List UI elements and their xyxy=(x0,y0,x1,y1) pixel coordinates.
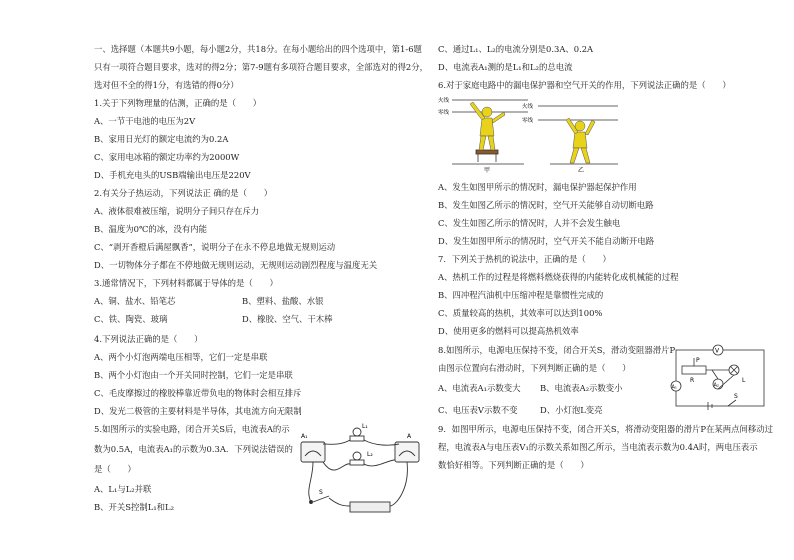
option: A、热机工作的过程是将燃料燃烧获得的内能转化成机械能的过程 xyxy=(438,272,679,282)
label-a2: A₂ xyxy=(713,382,719,389)
question-7: 7．下列关于热机的说法中，正确的是（ ） xyxy=(438,254,611,264)
label-yi: 乙 xyxy=(578,167,585,174)
option: C、“剥开香橙后满屋飘香”，说明分子在永不停息地做无规则运动 xyxy=(94,242,336,252)
question-5: 是（ ） xyxy=(94,464,136,474)
option: A、一节干电池的电压为2V xyxy=(94,116,196,126)
circuit-figure-q8 xyxy=(668,342,770,412)
option: B、发生如图乙所示的情况时，空气开关能够自动切断电路 xyxy=(438,200,654,210)
option: B、电流表A₂示数变小 xyxy=(540,383,623,393)
option: D、发光二极管的主要材料是半导体，其电流方向无限制 xyxy=(94,406,302,416)
question-9: 9．如图甲所示，电源电压保持不变，闭合开关S，将滑动变阻器的滑片P在某两点间移动过 xyxy=(438,424,773,434)
label-zero-wire: 零线 xyxy=(522,118,534,124)
question-8: 8.如图所示，电源电压保持不变，闭合开关S，滑动变阻器滑片P xyxy=(438,345,676,355)
option: B、家用日光灯的额定电流约为0.2A xyxy=(94,134,229,144)
option: D、小灯泡L变亮 xyxy=(540,405,603,415)
option: B、四冲程汽油机中压缩冲程是靠惯性完成的 xyxy=(438,290,604,300)
option: C、家用电冰箱的额定功率约为2000W xyxy=(94,152,240,162)
label-a: A xyxy=(407,433,412,440)
question-3: 3.通常情况下，下列材料都属于导体的是（ ） xyxy=(94,278,278,288)
option: A、L₁与L₂并联 xyxy=(94,484,152,494)
option: D、电流表A₁测的是L₁和L₂的总电流 xyxy=(438,62,573,72)
label-fire-wire: 火线 xyxy=(438,98,450,104)
leakage-figure-q6 xyxy=(438,92,623,174)
section-intro: 选对但不全的得1分，有选错的得0分） xyxy=(94,80,239,90)
label-l1: L₁ xyxy=(362,423,368,430)
option: B、塑料、盐酸、水银 xyxy=(242,296,324,306)
section-intro: 只有一项符合题目要求，选对的得2分；第7-9题有多项符合题目要求，全部选对的得2分， xyxy=(94,62,429,72)
option: D、橡胶、空气、干木棒 xyxy=(242,314,333,324)
question-2: 2.有关分子热运动，下列说法正 确的是（ ） xyxy=(94,188,273,198)
question-6: 6.对于家庭电路中的漏电保护器和空气开关的作用，下列说法正确的是（ ） xyxy=(438,80,731,90)
option: C、通过L₁、L₂的电流分别是0.3A、0.2A xyxy=(438,44,594,54)
question-1: 1.关于下列物理量的估测，正确的是（ ） xyxy=(94,98,262,108)
option: C、毛皮摩擦过的橡胶棒靠近带负电的物体时会相互排斥 xyxy=(94,388,302,398)
question-9: 数恰好相等。下列判断正确的是（ ） xyxy=(438,460,589,470)
label-a1: A₁ xyxy=(671,384,677,391)
section-intro: 一、选择题（本题共9小题，每小题2分，共18分。在每小题给出的四个选项中，第1-6题 xyxy=(94,44,422,54)
option: C、电压表V示数不变 xyxy=(438,405,518,415)
label-l: L xyxy=(742,377,746,384)
circuit-figure-q5 xyxy=(295,420,430,520)
question-8: 由图示位置向右滑动时，下列判断正确的是（ ） xyxy=(438,363,631,373)
label-l2: L₂ xyxy=(367,451,373,458)
label-r: R xyxy=(690,377,695,384)
option: C、铁、陶瓷、玻璃 xyxy=(94,314,168,324)
label-a1: A₁ xyxy=(301,433,308,440)
option: A、电流表A₁示数变大 xyxy=(438,383,521,393)
option: A、铜、盐水、铅笔芯 xyxy=(94,296,176,306)
question-5: 5.如图所示的实验电路，闭合开关S后，电流表A的示 xyxy=(94,424,290,434)
option: A、发生如图甲所示的情况时，漏电保护器起保护作用 xyxy=(438,182,637,192)
option: A、液体很难被压缩，说明分子间只存在斥力 xyxy=(94,206,260,216)
option: B、开关S控制L₁和L₂ xyxy=(94,502,174,512)
option: B、两个小灯泡由一个开关同时控制，它们一定是串联 xyxy=(94,370,293,380)
option: D、一切物体分子都在不停地做无规则运动，无规则运动剧烈程度与温度无关 xyxy=(94,260,378,270)
option: D、使用更多的燃料可以提高热机效率 xyxy=(438,326,579,336)
question-9: 程，电流表A与电压表V₁的示数关系如图乙所示，当电流表示数为0.4A时，两电压表示 xyxy=(438,442,758,452)
question-5: 数为0.5A，电流表A₁的示数为0.3A．下列说法错误的 xyxy=(94,444,293,454)
option: A、两个小灯泡两端电压相等，它们一定是串联 xyxy=(94,352,268,362)
option: C、质量较高的热机，其效率可以达到100% xyxy=(438,308,603,318)
label-s: S xyxy=(734,393,738,400)
option: B、温度为0℃的冰，没有内能 xyxy=(94,224,207,234)
label-s: S xyxy=(319,489,323,496)
label-zero-wire: 零线 xyxy=(438,110,450,116)
label-fire-wire: 火线 xyxy=(522,104,534,110)
label-jia: 甲 xyxy=(484,167,491,174)
option: D、手机充电头的USB端输出电压是220V xyxy=(94,170,251,180)
label-p: P xyxy=(696,357,700,364)
option: D、发生如图甲所示的情况时，空气开关不能自动断开电路 xyxy=(438,236,655,246)
option: C、发生如图乙所示的情况时，人并不会发生触电 xyxy=(438,218,621,228)
question-4: 4.下列说法正确的是（ ） xyxy=(94,334,203,344)
label-v: V xyxy=(715,347,720,355)
